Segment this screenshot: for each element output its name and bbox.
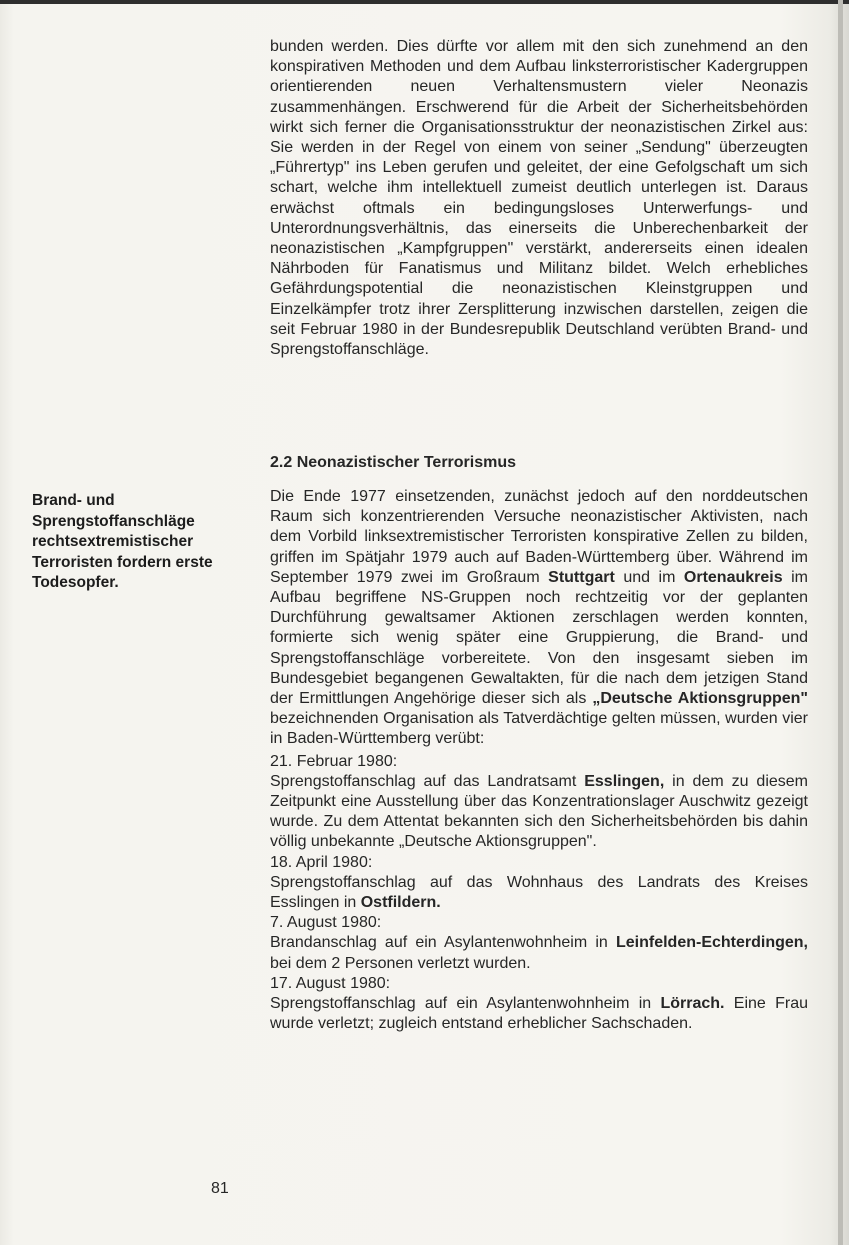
page-number: 81 xyxy=(211,1180,229,1197)
scan-top-edge xyxy=(0,0,849,4)
event-date: 21. Februar 1980: xyxy=(270,752,398,770)
list-item xyxy=(270,853,808,914)
event-description: Sprengstoffanschlag auf das Wohnhaus des Landrats des Kreises Esslingen in Ostfildern. xyxy=(270,873,808,912)
org-name: „Deutsche Aktionsgruppen" xyxy=(592,690,809,708)
body-text-continued xyxy=(270,37,808,360)
event-description: Sprengstoffanschlag auf ein Asylantenwohnheim in Lörrach. Eine Frau wurde verletzt; zugleich entstand erheblicher Sachschaden. xyxy=(270,995,809,1033)
event-date: 18. April 1980: xyxy=(270,853,373,871)
section-paragraph: Die Ende 1977 einsetzenden, zunächst jedoch auf den norddeutschen Raum sich konzentrierenden Versuche neonazistischer Aktivisten, nach dem Vorbild linksextremistischer Terroristen konspirative Zellen zu bilden, griffen im Spätjahr 1979 auch auf Baden-Württemberg über. Während im September 1979 zwei im Großraum Stuttgart und im Ortenaukreis im Aufbau begriffene NS-Gruppen noch rechtzeitig vor der geplanten Durchführung gewaltsamer Aktionen zerschlagen werden konnten, formierte sich wenig später eine Gruppierung, die Brand- und Sprengstoffanschläge vorbereitete. Von den insgesamt sieben im Bundesgebiet begangenen Gewaltakten, für die nach dem jetzigen Stand der Ermittlungen Angehörige dieser sich als „Deutsche Aktionsgruppen" bezeichnenden Organisation als Tatverdächtige gelten müssen, wurden vier in Baden-Württemberg verübt: xyxy=(270,488,809,748)
list-item xyxy=(270,913,808,974)
event-date: 7. August 1980: xyxy=(270,914,382,932)
section-body xyxy=(270,487,808,1034)
paragraph-continued: bunden werden. Dies dürfte vor allem mit den sich zunehmend an den konspirativen Methoden und dem Aufbau linksterroristischer Kadergruppen orientierenden neuen Verhaltensmustern vieler Neonazis zusammenhängen. Erschwerend für die Arbeit der Sicherheitsbehörden wirkt sich ferner die Organisationsstruktur der neonazistischen Zirkel aus: Sie werden in der Regel von einem von seiner „Sendung" überzeugten „Führertyp" ins Leben gerufen und geleitet, der eine Gefolgschaft um sich schart, welche ihm intellektuell zumeist deutlich unterlegen ist. Daraus erwächst oftmals ein bedingungsloses Unterwerfungs- und Unterordnungsverhältnis, das einerseits die Unberechenbarkeit der neonazistischen „Kampfgruppen" verstärkt, andererseits einen idealen Nährboden für Fanatismus und Militanz bildet. Welch erhebliches Gefährdungspotential die neonazistischen Kleinstgruppen und Einzelkämpfer trotz ihrer Zersplitterung inzwischen darstellen, zeigen die seit Februar 1980 in der Bundesrepublik Deutschland verübten Brand- und Sprengstoffanschläge. xyxy=(270,38,808,359)
event-description: Brandanschlag auf ein Asylantenwohnheim in Leinfelden-Echterdingen, bei dem 2 Personen verletzt wurden. xyxy=(270,934,808,972)
place-ortenaukreis: Ortenaukreis xyxy=(683,568,783,586)
margin-note: Brand- und Sprengstoffanschläge rechtsextremistischer Terroristen fordern erste Todesopfer. xyxy=(32,492,213,591)
section-heading: 2.2 Neonazistischer Terrorismus xyxy=(270,454,517,471)
scan-right-edge xyxy=(838,0,843,1245)
list-item xyxy=(270,752,808,853)
event-date: 17. August 1980: xyxy=(270,974,391,992)
event-description: Sprengstoffanschlag auf das Landratsamt Esslingen, in dem zu diesem Zeitpunkt eine Ausstellung über das Konzentrationslager Auschwitz gezeigt wurde. Zu dem Attentat bekannten sich den Sicherheitsbehörden bis dahin völlig unbekannte „Deutsche Aktionsgruppen". xyxy=(270,772,808,851)
place-stuttgart: Stuttgart xyxy=(548,568,615,586)
list-item xyxy=(270,974,808,1035)
event-list xyxy=(270,752,808,1035)
